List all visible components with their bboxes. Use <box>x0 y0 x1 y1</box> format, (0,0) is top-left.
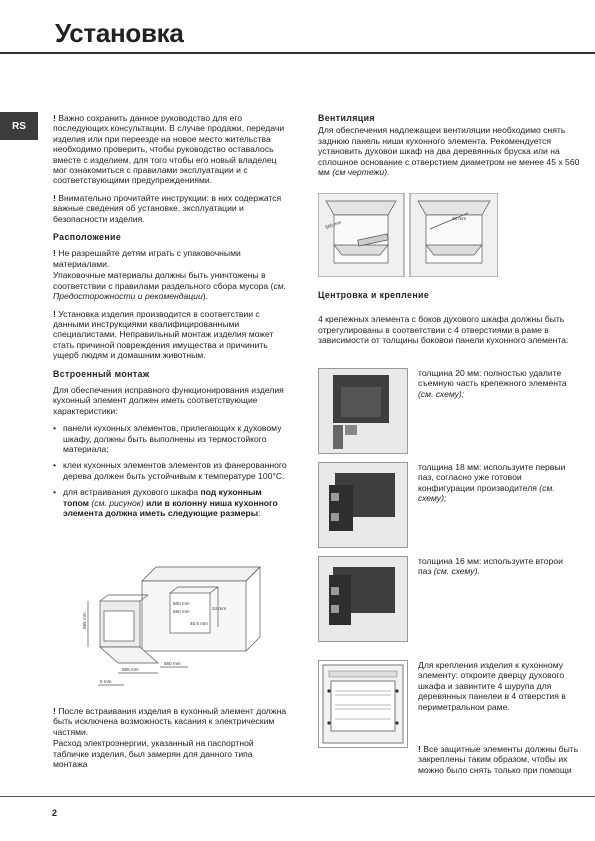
ventilation-text: Для обеспечения надлежащеи вентиляции необходимо снять заднюю панель ниши кухонного элемента. Рекомендуется установить духовои шкаф на два деревянных бруска или на сплошное основание с отверстием диаметром не менее 45 х 560 мм (см чертежи). <box>318 125 580 178</box>
heading-ventilation: Вентиляция <box>318 113 375 123</box>
builtin-intro: Для обеспечения исправного функционирования изделия кухонный элемент должен иметь соответствующие характеристики: <box>53 384 284 416</box>
packaging-disposal: Упаковочные материалы должны быть уничтожены в соответствии с правилами раздельного сбора мусора (см. Предосторожности и рекомендации). <box>53 270 287 302</box>
header-rule <box>0 52 595 54</box>
bracket-16mm-image <box>318 556 408 642</box>
guard-note: ! Все защитные элементы должны быть закреплены таким образом, чтобы их можно было снять только при помощи <box>418 744 579 775</box>
dim-label: 45.5 mm <box>190 621 208 626</box>
left-column-bottom <box>53 706 289 776</box>
warning-children: ! Не разрешайте детям играть с упаковочными материалами. <box>53 248 241 269</box>
fixing-text: Для крепления изделия к кухонному элементу: откроите дверцу духового шкафа и завинтите 4 шурупа для деревянных панелеи в 4 отверстия в периметральнои раме. <box>418 660 566 712</box>
dim-label: 45 mm <box>452 216 467 221</box>
dim-label: 550 mm <box>173 609 190 614</box>
dim-label: 595 mm <box>82 612 87 629</box>
exclamation-icon: ! <box>53 308 56 319</box>
dim-label: 5 mm <box>100 679 112 684</box>
page-title: Установка <box>55 18 184 48</box>
bracket-20mm-image <box>318 368 408 454</box>
exclamation-icon: ! <box>418 744 421 754</box>
dim-label: 560 mm <box>324 219 342 230</box>
warning-qualified-install: ! Установка изделия производится в соответствии с данными инструкциями квалифицированными специалистами. Неправильный монтаж изделия может стать причиной повреждения имущества и причинить ущерб людям и домашним животным. <box>53 308 274 361</box>
dim-label: 585 mm <box>122 667 139 672</box>
bracket-18mm-image <box>318 462 408 548</box>
heading-builtin: Встроенный монтаж <box>53 368 150 379</box>
page-number: 2 <box>52 808 58 818</box>
footer-rule <box>0 796 595 797</box>
dim-label: 560 mm <box>164 661 181 666</box>
thickness-20mm-text: толщина 20 мм: полностью удалите съемную часть крепежного элемента (см. схему); <box>418 368 567 399</box>
warning-keep-manual: ! Важно сохранить данное руководство для его последующих консультации. В случае продажи, передачи изделия или при переезде на новое место жительства необходимо проверить, чтобы руководство оставалось вместе с изделием, для того чтобы его новый владелец мог ознакомиться с правилами эксплуатации и с соответствующими предупреждениями. <box>53 113 285 186</box>
builtin-dimensions-diagram <box>78 555 268 697</box>
warning-read-instructions: ! Внимательно прочитайте инструкции: в них содержатся важные сведения об установке, эксплуатации и безопасности изделия. <box>53 192 282 224</box>
left-column <box>53 113 289 524</box>
right-column-mid <box>318 290 580 353</box>
warning-electrical: ! После встраивания изделия в кухонный элемент должна быть исключена возможность касания к электрическим частями. <box>53 706 287 737</box>
oven-front-image <box>318 660 408 748</box>
list-item: • для встраивания духового шкафа под кухонным топом (см. рисунок) или в колонну ниша кухонного элемента должна иметь следующие размеры: <box>53 487 289 518</box>
heading-location: Расположение <box>53 232 122 243</box>
right-column-bottom <box>418 744 584 782</box>
dim-label: 560 mm <box>173 601 190 606</box>
language-tab: RS <box>0 112 38 140</box>
ventilation-diagram <box>318 193 498 277</box>
heading-centering: Центровка и крепление <box>318 290 430 300</box>
energy-note: Расход электроэнергии, указанный на паспортной табличке изделия, был замерян для данного типа монтажа <box>53 738 254 770</box>
list-item: • клеи кухонных элементов элементов из фанерованного дерева должен быть устойчивым к температуре 100°C. <box>53 460 289 481</box>
exclamation-icon: ! <box>53 706 56 716</box>
thickness-16mm-text: толщина 16 мм: используите второи паз (см. схему). <box>418 556 563 577</box>
centering-text: 4 крепежных элемента с боков духового шкафа должны быть отрегулированы в соответствии с 4 отверстиями в раме в зависимости от толщины боковои панели кухонного элемента: <box>318 314 569 346</box>
dim-label: 24 mm <box>212 606 227 611</box>
exclamation-icon: ! <box>53 248 56 259</box>
exclamation-icon: ! <box>53 192 56 203</box>
builtin-requirements <box>53 423 289 518</box>
thickness-18mm-text: толщина 18 мм: используите первыи паз, согласно уже готовои конфигурации производителя (см. схему); <box>418 462 566 504</box>
list-item: • панели кухонных элементов, прилегающих к духовому шкафу, должны быть выполнены из термостойкого материала; <box>53 423 289 454</box>
exclamation-icon: ! <box>53 113 56 123</box>
right-column-top <box>318 113 580 184</box>
